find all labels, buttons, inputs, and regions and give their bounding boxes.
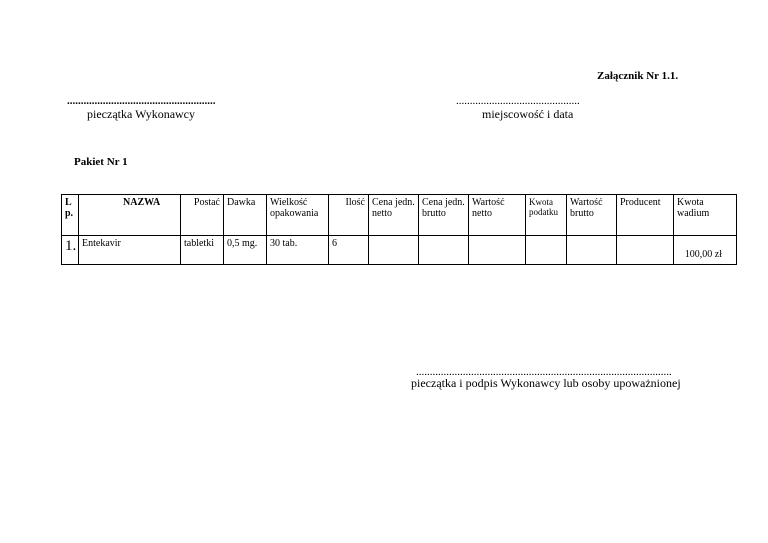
header-kwota-wadium: Kwota wadium — [674, 195, 737, 236]
row-wartosc-brutto[interactable] — [567, 236, 617, 265]
header-lp: L p. — [62, 195, 79, 236]
header-wartosc-netto: Wartość netto — [469, 195, 526, 236]
table-row — [62, 236, 737, 265]
header-dawka: Dawka — [224, 195, 267, 236]
place-date-dotted-line: ............................................. — [456, 95, 580, 107]
stamp-dotted-line: ...................................................... — [67, 95, 216, 107]
header-postac: Postać — [181, 195, 224, 236]
offer-table — [61, 194, 737, 265]
row-dawka: 0,5 mg. — [224, 236, 267, 265]
row-wartosc-netto[interactable] — [469, 236, 526, 265]
place-date-label: miejscowość i data — [482, 107, 574, 121]
header-cena-jedn-netto: Cena jedn. netto — [369, 195, 419, 236]
row-kwota-podatku[interactable] — [526, 236, 567, 265]
contractor-stamp-label: pieczątka Wykonawcy — [87, 107, 196, 121]
row-producent[interactable] — [617, 236, 674, 265]
header-cena-jedn-brutto: Cena jedn. brutto — [419, 195, 469, 236]
header-wartosc-brutto: Wartość brutto — [567, 195, 617, 236]
row-ilosc: 6 — [329, 236, 369, 265]
row-nazwa: Entekavir — [79, 236, 181, 265]
row-cena-jedn-brutto[interactable] — [419, 236, 469, 265]
packet-title: Pakiet Nr 1 — [74, 156, 128, 168]
header-kwota-podatku: Kwota podatku — [526, 195, 567, 236]
header-wielkosc: Wielkość opakowania — [267, 195, 329, 236]
row-wielkosc: 30 tab. — [267, 236, 329, 265]
table-header-row — [62, 195, 737, 236]
signature-label: pieczątka i podpis Wykonawcy lub osoby upoważnionej — [411, 376, 681, 390]
row-postac: tabletki — [181, 236, 224, 265]
header-ilosc: Ilość — [329, 195, 369, 236]
annex-title: Załącznik Nr 1.1. — [597, 70, 679, 82]
header-producent: Producent — [617, 195, 674, 236]
row-kwota-wadium: 100,00 zł — [674, 236, 737, 265]
row-cena-jedn-netto[interactable] — [369, 236, 419, 265]
header-nazwa: NAZWA — [79, 195, 181, 236]
row-lp: 1. — [62, 236, 79, 265]
signature-dotted-line: ............................................................................................. — [416, 366, 672, 378]
